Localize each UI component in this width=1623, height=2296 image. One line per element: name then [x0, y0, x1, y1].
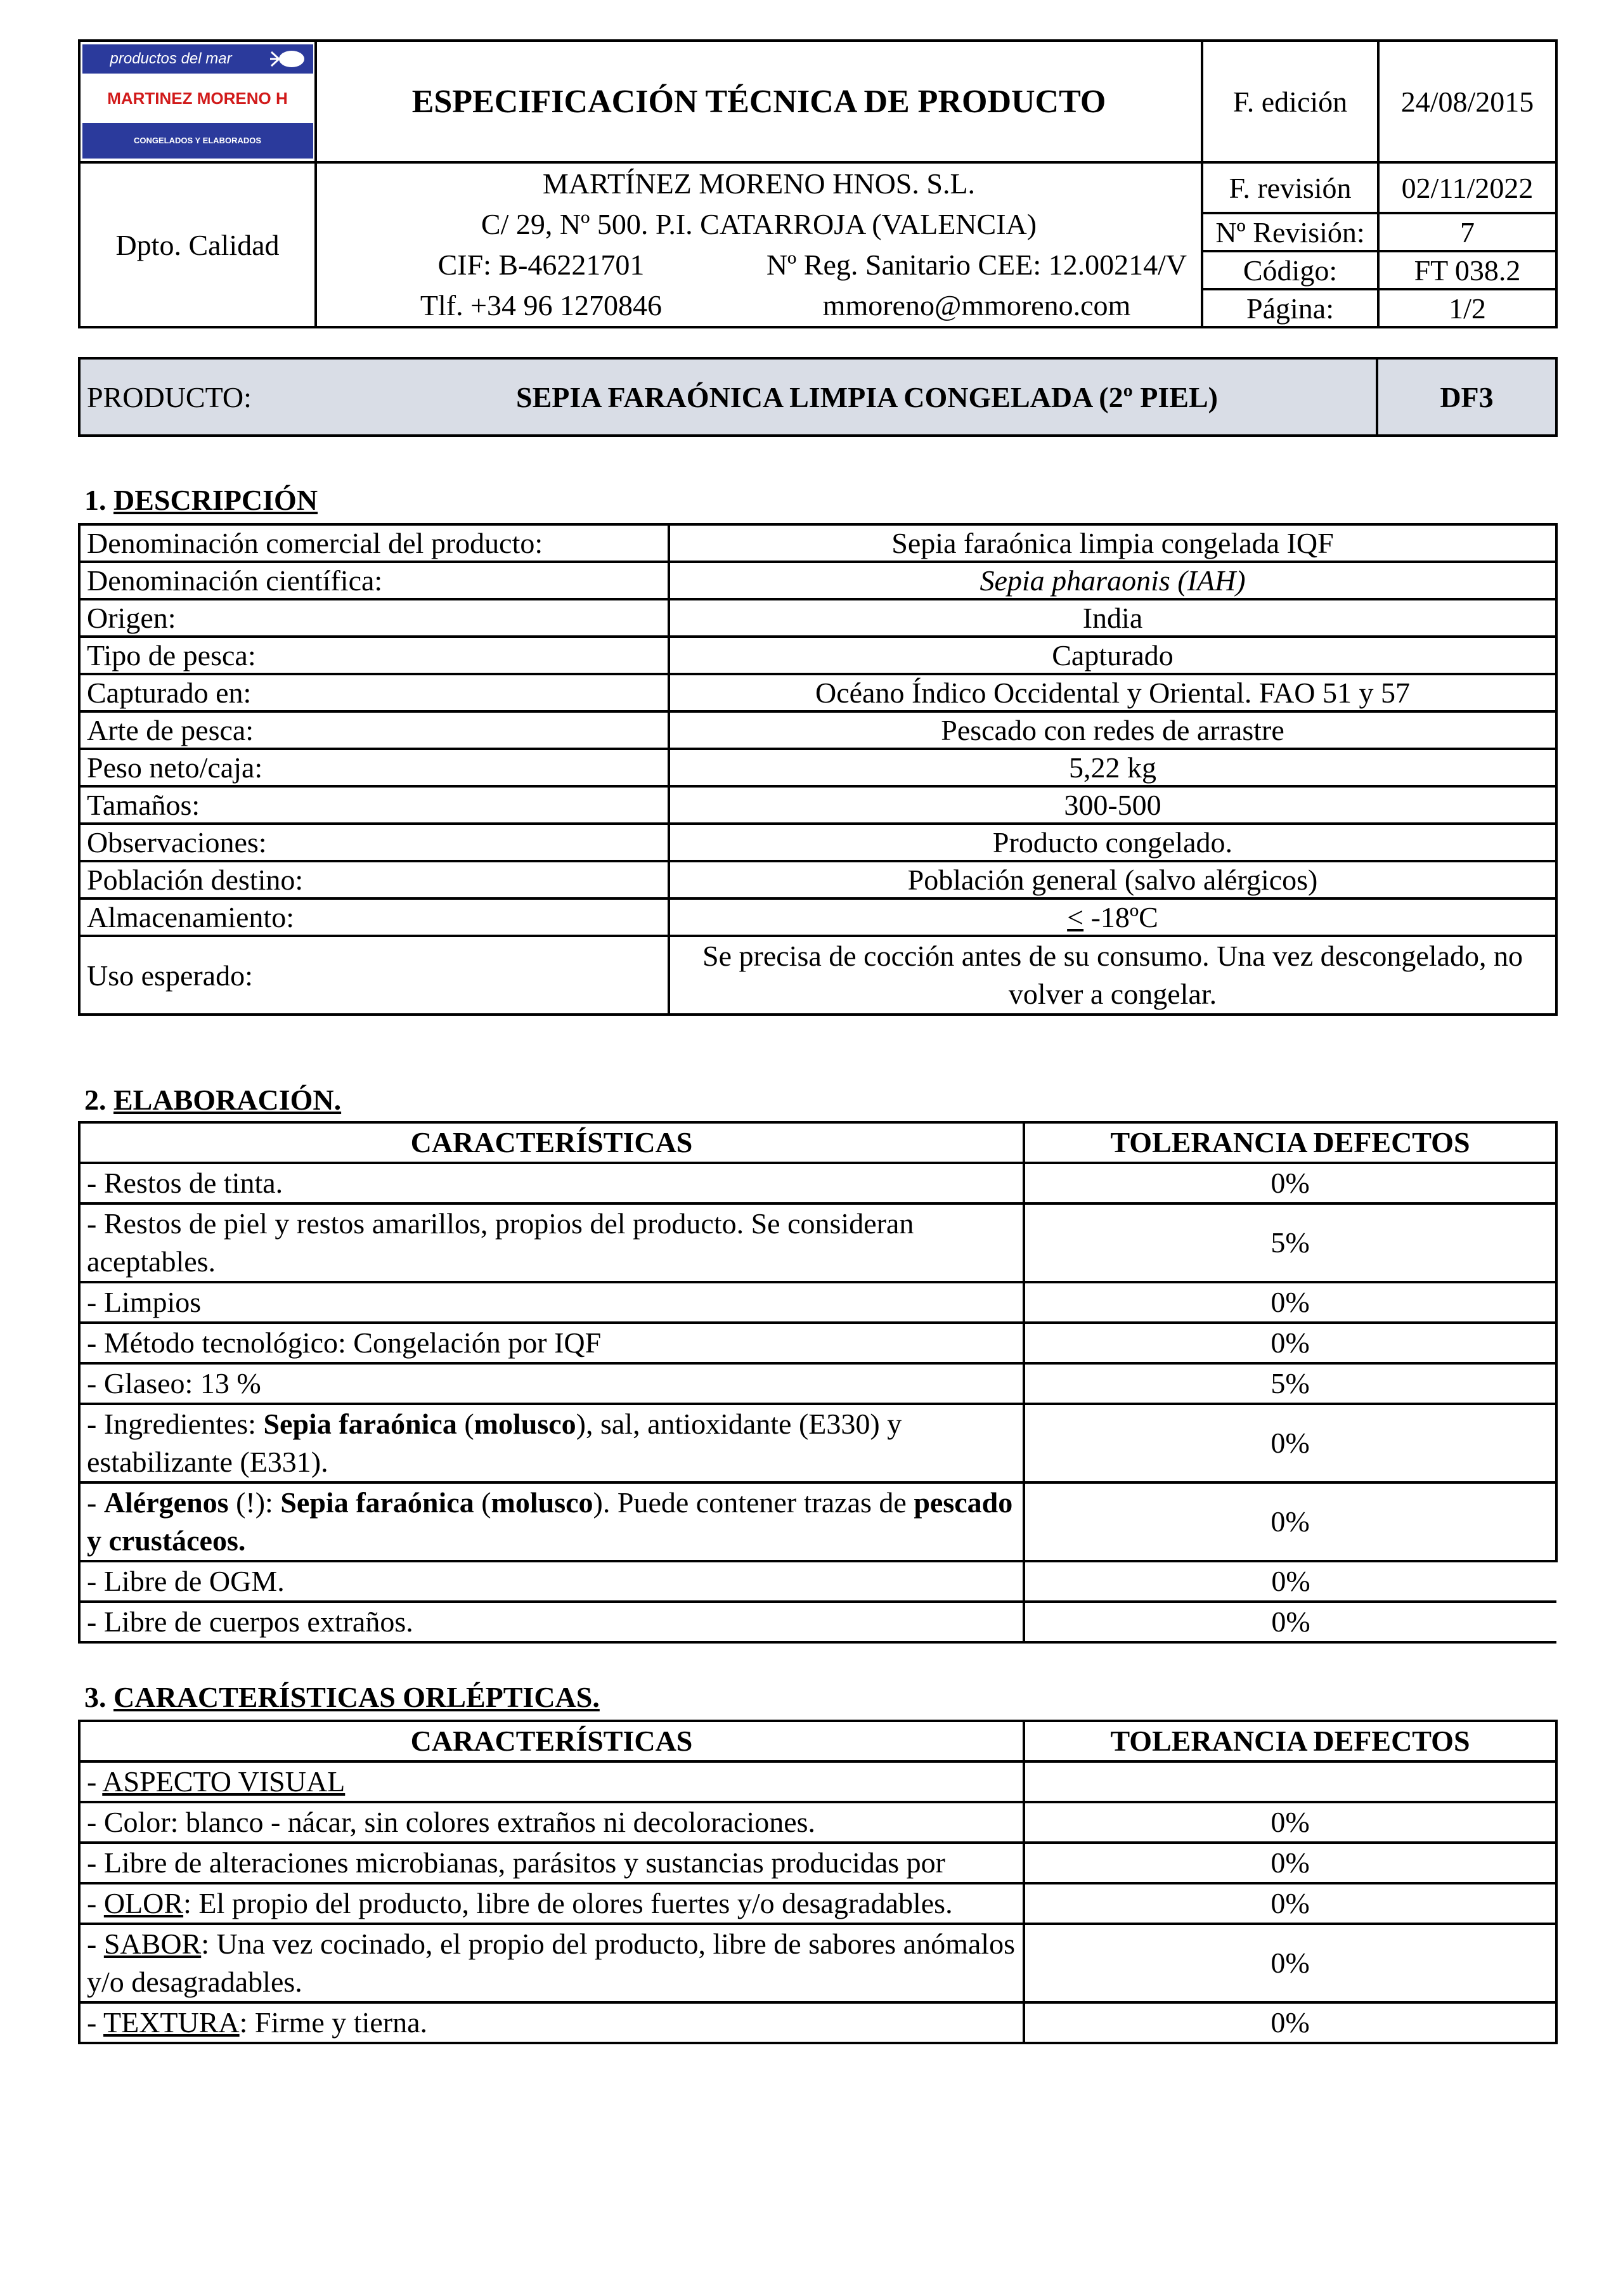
attribute-name: TEXTURA — [103, 2006, 240, 2039]
elaboration-row — [79, 1561, 1556, 1602]
elaboration-col-characteristics: CARACTERÍSTICAS — [79, 1122, 1024, 1163]
description-row — [79, 861, 1556, 898]
company-name: MARTÍNEZ MORENO HNOS. S.L. — [542, 167, 976, 200]
elaboration-characteristic: - Ingredientes: Sepia faraónica (molusco), sal, antioxidante (E330) y estabilizante (E331). — [79, 1404, 1024, 1482]
elaboration-tolerance: 5% — [1024, 1203, 1556, 1282]
document-title: ESPECIFICACIÓN TÉCNICA DE PRODUCTO — [316, 41, 1202, 162]
description-value: 5,22 kg — [669, 749, 1556, 786]
description-key: Denominación científica: — [79, 562, 669, 599]
section-2-heading: 2. ELABORACIÓN. — [84, 1084, 342, 1116]
description-key: Tipo de pesca: — [79, 637, 669, 674]
section-3-title: CARACTERÍSTICAS ORLÉPTICAS. — [113, 1681, 600, 1713]
elaboration-row — [79, 1282, 1556, 1323]
elaboration-row — [79, 1363, 1556, 1404]
organoleptic-tolerance: 0% — [1024, 1802, 1556, 1843]
description-row — [79, 898, 1556, 936]
elaboration-characteristic: - Método tecnológico: Congelación por IQF — [79, 1323, 1024, 1363]
elaboration-tolerance: 0% — [1024, 1404, 1556, 1482]
elaboration-tolerance: 0% — [1024, 1163, 1556, 1203]
description-key: Tamaños: — [79, 786, 669, 824]
organoleptic-row — [79, 1802, 1556, 1843]
squid-logo-icon — [270, 47, 307, 71]
revision-date-label: F. revisión — [1202, 162, 1378, 213]
description-row — [79, 786, 1556, 824]
department: Dpto. Calidad — [79, 162, 316, 327]
product-bar — [78, 357, 1558, 437]
description-key: Arte de pesca: — [79, 711, 669, 749]
elaboration-characteristic: - Glaseo: 13 % — [79, 1363, 1024, 1404]
product-code: DF3 — [1377, 358, 1556, 436]
organoleptic-tolerance: 0% — [1024, 2002, 1556, 2043]
organoleptic-row — [79, 1761, 1556, 1802]
revision-number-label: Nº Revisión: — [1202, 213, 1378, 251]
attribute-name: SABOR — [103, 1928, 202, 1960]
company-logo — [82, 44, 313, 159]
description-value: India — [669, 599, 1556, 637]
organoleptic-table — [78, 1720, 1558, 2044]
company-cif: CIF: B-46221701 — [437, 249, 645, 281]
edition-label: F. edición — [1202, 41, 1378, 162]
elaboration-row — [79, 1602, 1556, 1642]
description-key: Peso neto/caja: — [79, 749, 669, 786]
description-key: Población destino: — [79, 861, 669, 898]
code-value: FT 038.2 — [1378, 251, 1556, 289]
edition-date: 24/08/2015 — [1378, 41, 1556, 162]
elaboration-row — [79, 1482, 1556, 1561]
organoleptic-characteristic: - ASPECTO VISUAL — [79, 1761, 1024, 1802]
elaboration-tolerance: 0% — [1024, 1323, 1556, 1363]
description-key: Almacenamiento: — [79, 898, 669, 936]
organoleptic-tolerance: 0% — [1024, 1924, 1556, 2002]
description-row — [79, 599, 1556, 637]
organoleptic-col-characteristics: CARACTERÍSTICAS — [79, 1721, 1024, 1761]
description-row — [79, 524, 1556, 562]
description-value: Sepia pharaonis (IAH) — [669, 562, 1556, 599]
organoleptic-characteristic: - Color: blanco - nácar, sin colores extraños ni decoloraciones. — [79, 1802, 1024, 1843]
description-value: Capturado — [669, 637, 1556, 674]
product-name: SEPIA FARAÓNICA LIMPIA CONGELADA (2º PIEL) — [358, 358, 1377, 436]
elaboration-row — [79, 1404, 1556, 1482]
organoleptic-characteristic: - TEXTURA: Firme y tierna. — [79, 2002, 1024, 2043]
description-value: 300-500 — [669, 786, 1556, 824]
description-row — [79, 749, 1556, 786]
description-row — [79, 936, 1556, 1015]
description-value: Población general (salvo alérgicos) — [669, 861, 1556, 898]
page-label: Página: — [1202, 289, 1378, 327]
elaboration-characteristic: - Limpios — [79, 1282, 1024, 1323]
organoleptic-tolerance: 0% — [1024, 1883, 1556, 1924]
logo-tagline: productos del mar — [82, 44, 313, 74]
organoleptic-tolerance — [1024, 1761, 1556, 1802]
section-1-title: DESCRIPCIÓN — [113, 484, 318, 516]
logo-cell — [79, 41, 316, 162]
description-value — [669, 898, 1556, 936]
description-key: Denominación comercial del producto: — [79, 524, 669, 562]
description-table — [78, 523, 1558, 1016]
description-value-text: -18ºC — [1083, 901, 1158, 933]
elaboration-characteristic: - Restos de tinta. — [79, 1163, 1024, 1203]
organoleptic-tolerance: 0% — [1024, 1843, 1556, 1883]
description-key: Uso esperado: — [79, 936, 669, 1015]
elaboration-characteristic: - Libre de OGM. — [79, 1561, 1024, 1602]
elaboration-row — [79, 1323, 1556, 1363]
page-value: 1/2 — [1378, 289, 1556, 327]
description-value: Se precisa de cocción antes de su consumo. Una vez descongelado, no volver a congelar. — [669, 936, 1556, 1015]
description-key: Observaciones: — [79, 824, 669, 861]
company-phone: Tlf. +34 96 1270846 — [420, 289, 663, 321]
sanitary-reg: Nº Reg. Sanitario CEE: 12.00214/V — [766, 249, 1187, 281]
organoleptic-characteristic: - OLOR: El propio del producto, libre de olores fuertes y/o desagradables. — [79, 1883, 1024, 1924]
elaboration-col-tolerance: TOLERANCIA DEFECTOS — [1024, 1122, 1556, 1163]
document-header — [78, 39, 1558, 328]
section-3-heading: 3. CARACTERÍSTICAS ORLÉPTICAS. — [84, 1681, 600, 1713]
code-label: Código: — [1202, 251, 1378, 289]
revision-date: 02/11/2022 — [1378, 162, 1556, 213]
description-value: Sepia faraónica limpia congelada IQF — [669, 524, 1556, 562]
elaboration-row — [79, 1203, 1556, 1282]
organoleptic-characteristic: - SABOR: Una vez cocinado, el propio del producto, libre de sabores anómalos y/o desagradables. — [79, 1924, 1024, 2002]
elaboration-tolerance: 0% — [1024, 1602, 1556, 1642]
attribute-name: OLOR — [103, 1887, 184, 1919]
description-row — [79, 562, 1556, 599]
section-2-title: ELABORACIÓN. — [113, 1084, 342, 1116]
elaboration-characteristic: - Alérgenos (!): Sepia faraónica (molusco). Puede contener trazas de pescado y crustáceos. — [79, 1482, 1024, 1561]
company-address: C/ 29, Nº 500. P.I. CATARROJA (VALENCIA) — [481, 208, 1037, 240]
organoleptic-row — [79, 2002, 1556, 2043]
description-key: Capturado en: — [79, 674, 669, 711]
description-key: Origen: — [79, 599, 669, 637]
revision-number: 7 — [1378, 213, 1556, 251]
logo-subtitle: CONGELADOS Y ELABORADOS — [82, 123, 313, 159]
company-info — [316, 162, 1202, 327]
elaboration-characteristic: - Libre de cuerpos extraños. — [79, 1602, 1024, 1642]
elaboration-tolerance: 0% — [1024, 1282, 1556, 1323]
elaboration-tolerance: 0% — [1024, 1482, 1556, 1561]
logo-brand: MARTINEZ MORENO H — [82, 76, 313, 120]
company-email: mmoreno@mmoreno.com — [822, 289, 1131, 321]
description-value: Océano Índico Occidental y Oriental. FAO 51 y 57 — [669, 674, 1556, 711]
description-value: Pescado con redes de arrastre — [669, 711, 1556, 749]
organoleptic-row — [79, 1924, 1556, 2002]
description-row — [79, 711, 1556, 749]
product-label: PRODUCTO: — [79, 358, 358, 436]
elaboration-table — [78, 1121, 1558, 1644]
elaboration-characteristic: - Restos de piel y restos amarillos, propios del producto. Se consideran aceptables. — [79, 1203, 1024, 1282]
description-row — [79, 674, 1556, 711]
elaboration-row — [79, 1163, 1556, 1203]
description-value: Producto congelado. — [669, 824, 1556, 861]
organoleptic-characteristic: - Libre de alteraciones microbianas, parásitos y sustancias producidas por — [79, 1843, 1024, 1883]
attribute-name: ASPECTO VISUAL — [102, 1765, 346, 1798]
description-row — [79, 824, 1556, 861]
organoleptic-col-tolerance: TOLERANCIA DEFECTOS — [1024, 1721, 1556, 1761]
organoleptic-row — [79, 1843, 1556, 1883]
less-equal-symbol: < — [1067, 901, 1084, 933]
elaboration-tolerance: 5% — [1024, 1363, 1556, 1404]
description-row — [79, 637, 1556, 674]
section-1-heading: 1. DESCRIPCIÓN — [84, 484, 318, 516]
elaboration-tolerance: 0% — [1024, 1561, 1556, 1602]
organoleptic-row — [79, 1883, 1556, 1924]
